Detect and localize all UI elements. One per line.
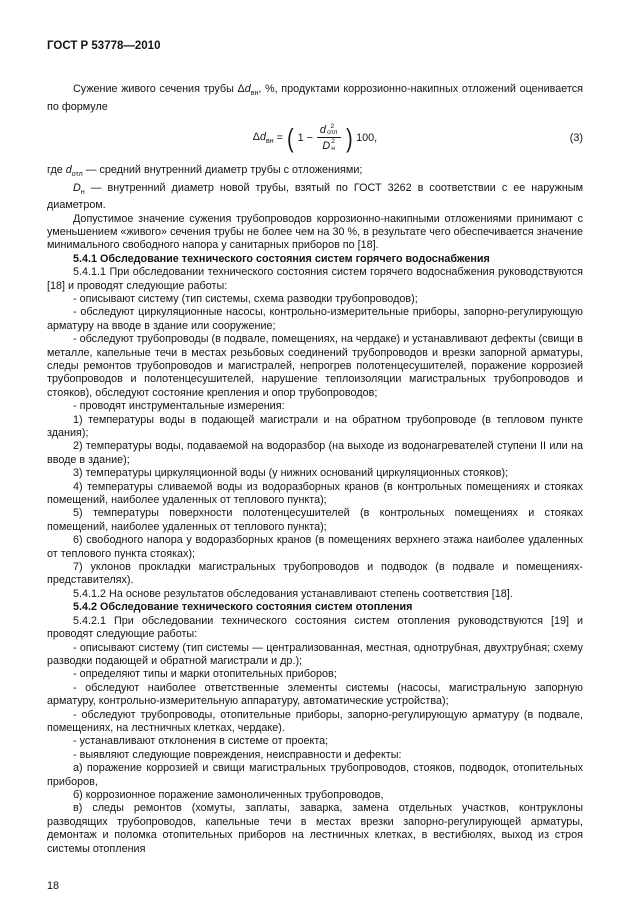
- equals-sign: =: [276, 131, 283, 144]
- denominator-subscript: н: [331, 144, 335, 152]
- list-item-542: - описывают систему (тип системы — централизованная, местная, однотрубная, двухтрубная; схему разводки подающей и обратной магистрали и др.);: [47, 641, 583, 667]
- fraction-numerator: [317, 124, 341, 139]
- denominator-superscript: 2: [331, 138, 335, 146]
- section-heading-5-4-1: 5.4.1 Обследование технического состояния систем горячего водоснабжения: [73, 252, 490, 265]
- intro-text-after: , %, продуктами коррозионно-накипных отложений оценивается по формуле: [47, 83, 583, 113]
- paragraph-5-4-2-1: 5.4.2.1 При обследовании технического состояния систем отопления руководствуются [19] и проводят следующие работы:: [47, 614, 583, 641]
- defect-item: а) поражение коррозией и свищи магистральных трубопроводов, стояков, подводок, отопительных приборов,: [47, 762, 583, 788]
- document-header: ГОСТ Р 53778—2010: [47, 40, 161, 52]
- fraction: [317, 124, 341, 152]
- close-paren: ): [345, 122, 353, 153]
- list-item-541: - проводят инструментальные измерения:: [73, 400, 285, 413]
- formula-expression: [253, 119, 377, 157]
- denominator-scripts: [331, 139, 335, 152]
- one-minus-term: 1 −: [297, 131, 313, 144]
- list-item-541: - описывают систему (тип системы, схема разводки трубопроводов);: [73, 292, 418, 305]
- where-term-1-subscript: отл: [71, 171, 83, 179]
- defect-item: в) следы ремонтов (хомуты, заплаты, заварка, замена отдельных участков, контруклоны разводящих трубопроводов, капельные течи в местах врезки запорно-регулирующей арматуры, демонтаж и поломка отопительных приборов на лестничных клетках, в вестибюлях, выход из строя системы отопления: [47, 802, 583, 855]
- where-term-2-subscript: н: [80, 188, 85, 196]
- where-term-1-variable: d: [65, 163, 72, 176]
- measurement-item: 6) свободного напора у водоразборных кранов (в помещениях верхнего этажа наиболее удаленных от теплового пункта стояках);: [47, 534, 583, 560]
- intro-text-before: Сужение живого сечения трубы Δ: [73, 83, 245, 95]
- list-item-542: - выявляют следующие повреждения, неисправности и дефекты:: [73, 748, 402, 761]
- where-lead: где: [47, 163, 66, 176]
- list-item-541: - обследуют циркуляционные насосы, контрольно-измерительные приборы, запорно-регулирующую арматуру на вводе в здание или сооружение;: [47, 306, 583, 332]
- paragraph-5-4-1-2: 5.4.1.2 На основе результатов обследования устанавливают степень соответствия [18].: [73, 587, 513, 600]
- measurement-item: 3) температуры циркуляционной воды (у нижних оснований циркуляционных стояков);: [73, 467, 509, 480]
- measurement-item: 7) уклонов прокладки магистральных трубопроводов и подводок (в подвале и помещениях-представителях).: [47, 561, 583, 587]
- intro-variable-subscript: вн: [250, 90, 259, 98]
- denominator-variable: D: [322, 139, 331, 152]
- where-term-1-text: — средний внутренний диаметр трубы с отложениями;: [82, 163, 363, 176]
- formula-lhs: [253, 131, 274, 145]
- section-heading-5-4-2: 5.4.2 Обследование технического состояния систем отопления: [73, 601, 413, 614]
- list-item-542: - определяют типы и марки отопительных приборов;: [73, 668, 337, 681]
- list-item-542: - обследуют трубопроводы, отопительные приборы, запорно-регулирующую арматуру (в подвале, помещениях, на лестничных клетках, чердаке).: [47, 708, 583, 734]
- list-item-541: - обследуют трубопроводы (в подвале, помещениях, на чердаке) и устанавливают дефекты (свищи в металле, капельные течи в местах резьбовых соединений трубопроводов и врезки запорной арматуры, следы ремонтов трубопроводов и магистралей, непрогрев полотенцесушителей, поражение коррозией трубопроводов и полотенцесушителей, нарушение теплоизоляции магистральных трубопроводов и стояков), обследуют состояние крепления и опор трубопроводов;: [47, 333, 583, 399]
- paragraph-allowable-value: Допустимое значение сужения трубопроводов коррозионно-накипными отложениями принимают с уменьшением «живого» сечения трубы не более чем на 30 %, в результате чего обеспечивается значение минимального свободного напора у санитарных приборов по [18].: [47, 212, 583, 252]
- measurement-item: 5) температуры поверхности полотенцесушителей (в контрольных помещениях и стояках помещений, наиболее удаленных от теплового пункта);: [47, 507, 583, 533]
- factor-100: 100,: [356, 131, 378, 144]
- where-term-1: [47, 164, 583, 182]
- measurement-item: 4) температуры сливаемой воды из водоразборных кранов (в контрольных помещениях и стояках помещений, наиболее удаленных от теплового пункта);: [47, 480, 583, 507]
- list-item-542: - обследуют наиболее ответственные элементы системы (насосы, магистральную запорную арматуру, контрольно-измерительную аппаратуру, автоматические устройства);: [47, 681, 583, 708]
- open-paren: (: [287, 122, 294, 153]
- equation-number: (3): [569, 131, 583, 144]
- intro-paragraph: [47, 83, 583, 114]
- numerator-superscript: 2: [330, 122, 335, 130]
- numerator-scripts: [327, 124, 338, 137]
- where-term-2-text: — внутренний диаметр новой трубы, взятый по ГОСТ 3262 в соответствии с ее наружным диаметром.: [47, 181, 583, 212]
- fraction-denominator: [322, 138, 335, 152]
- page-number: 18: [47, 880, 60, 892]
- where-term-2-variable: D: [73, 181, 81, 194]
- numerator-subscript: отл: [326, 129, 338, 137]
- list-item-542: - устанавливают отклонения в системе от проекта;: [73, 735, 329, 748]
- measurement-item: 2) температуры воды, подаваемой на водоразбор (на выходе из водонагревателей ступени II или на вводе в здание);: [47, 440, 583, 466]
- intro-variable: d: [244, 83, 251, 95]
- where-term-2: [47, 182, 583, 213]
- lhs-variable: d: [260, 130, 267, 143]
- lhs-subscript: вн: [266, 138, 274, 146]
- measurement-item: 1) температуры воды в подающей магистрали и на обратном трубопроводе (в тепловом пункте здания);: [47, 413, 583, 439]
- paragraph-5-4-1-1: 5.4.1.1 При обследовании технического состояния систем горячего водоснабжения руководствуются [18] и проводят следующие работы:: [47, 266, 583, 292]
- delta-symbol: Δ: [252, 130, 261, 143]
- formula-3: [47, 119, 583, 157]
- defect-item: б) коррозионное поражение замоноличенных трубопроводов,: [73, 788, 384, 801]
- numerator-variable: d: [319, 124, 326, 137]
